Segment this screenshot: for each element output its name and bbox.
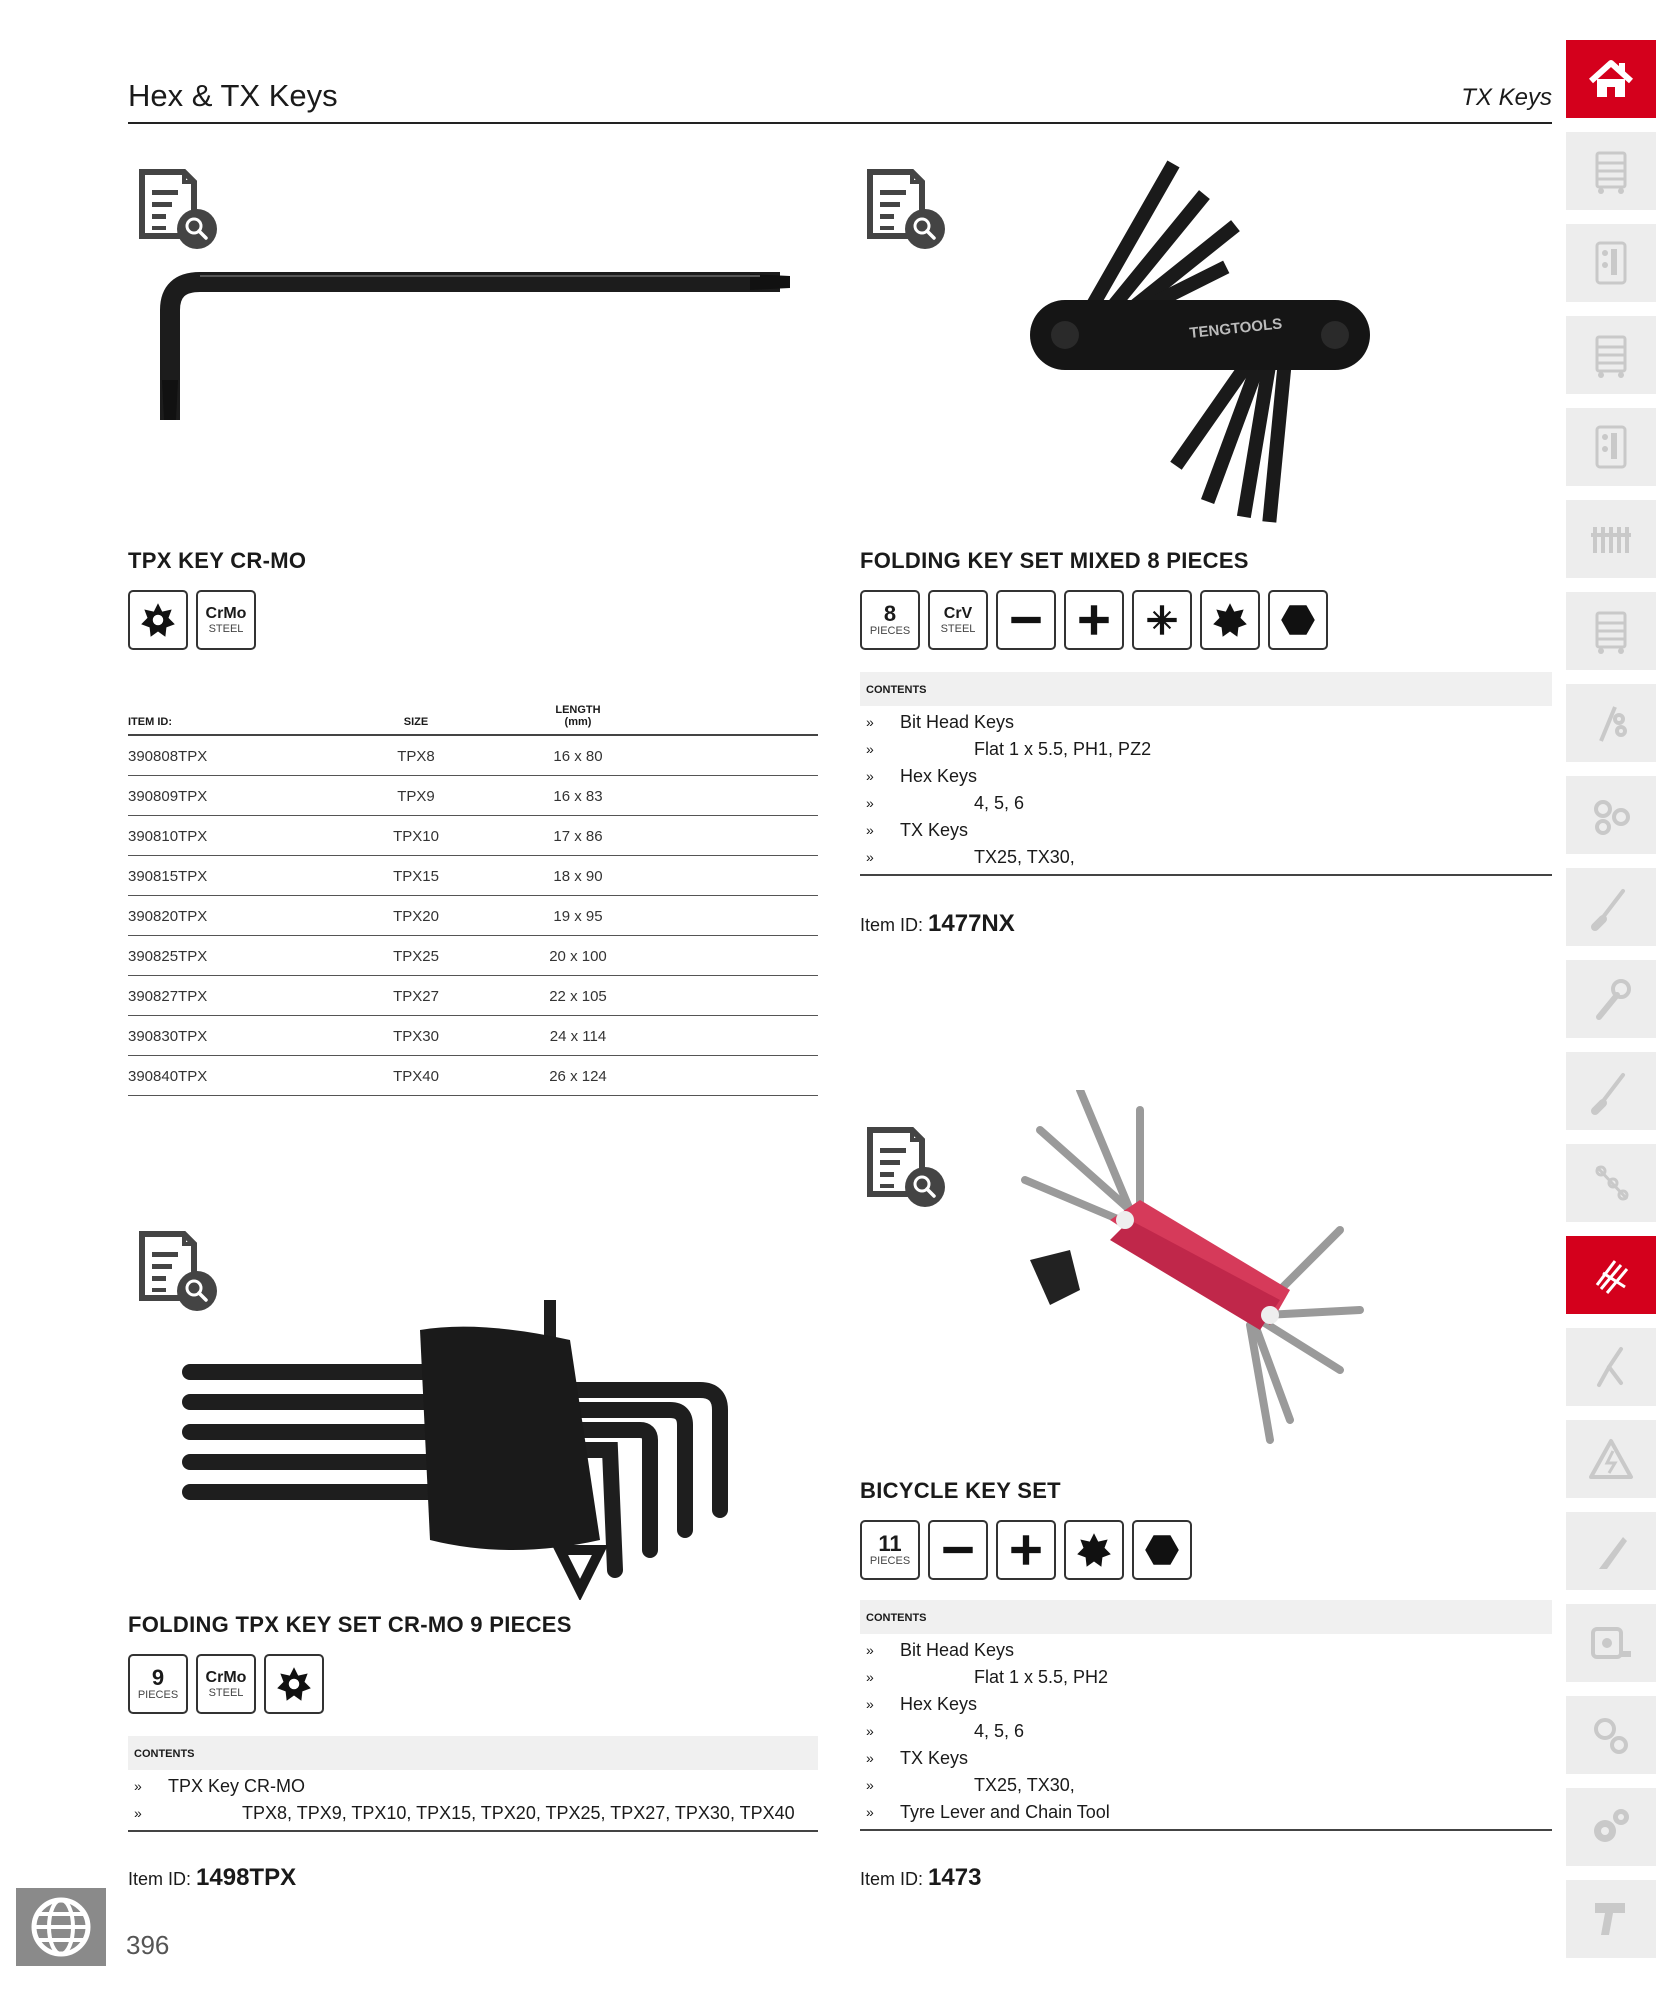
drill-icon (1585, 1893, 1637, 1945)
table-cell-length: 19 x 95 (553, 908, 603, 925)
product-title: TPX KEY CR-MO (128, 548, 307, 573)
pliers-icon (1585, 1341, 1637, 1393)
sidebar-tab-socket[interactable] (1566, 776, 1656, 854)
list-item (860, 1638, 1552, 1665)
table-row (128, 856, 818, 896)
table-cell-length: 18 x 90 (553, 868, 603, 885)
pozidriv-icon (1141, 599, 1183, 641)
bullet-glyph: » (866, 1750, 874, 1766)
table-cell-size: TPX27 (393, 988, 439, 1005)
table-cell-size: TPX40 (393, 1068, 439, 1085)
list-item (860, 764, 1552, 791)
list-item-detail: Flat 1 x 5.5, PH2 (974, 1667, 1109, 1687)
list-item-detail: 4, 5, 6 (974, 793, 1025, 813)
table-row (128, 816, 818, 856)
document-search-icon[interactable] (862, 166, 952, 256)
sidebar-tab-knife[interactable] (1566, 1512, 1656, 1590)
hex-keys-icon (1585, 1249, 1637, 1301)
table-cell-item: 390808TPX (128, 748, 208, 765)
sidebar-tab-tool-trolley[interactable] (1566, 132, 1656, 210)
sidebar-tab-measuring-tape[interactable] (1566, 1604, 1656, 1682)
table-cell-length: 20 x 100 (549, 948, 607, 965)
list-item (860, 845, 1552, 872)
wrench-icon (1585, 973, 1637, 1025)
list-item-label: Tyre Lever and Chain Tool (900, 1802, 1110, 1822)
tpx-key-image (140, 260, 800, 430)
table-row (128, 1056, 818, 1096)
table-row (128, 776, 818, 816)
contents-list (860, 1600, 1552, 1831)
list-item-detail: TX25, TX30, (974, 847, 1075, 867)
sidebar-tab-tool-trolley[interactable] (1566, 316, 1656, 394)
list-item (860, 737, 1552, 764)
list-item-label: TX Keys (900, 1748, 969, 1768)
folding-tpx-key-set-image (180, 1300, 760, 1600)
list-item (860, 1773, 1552, 1800)
table-cell-size: TPX30 (393, 1028, 439, 1045)
col-size: SIZE (403, 716, 429, 728)
product-title: FOLDING KEY SET MIXED 8 PIECES (860, 548, 1249, 573)
slotted-icon (1005, 599, 1047, 641)
list-item (860, 1692, 1552, 1719)
table-cell-size: TPX8 (397, 748, 435, 765)
sidebar-tab-hex-keys[interactable] (1566, 1236, 1656, 1314)
table-cell-item: 390827TPX (128, 988, 208, 1005)
list-item-label: TPX Key CR-MO (168, 1776, 306, 1796)
bullet-glyph: » (866, 1669, 874, 1685)
sidebar-tab-socket-set[interactable] (1566, 500, 1656, 578)
torx-plus-icon (137, 599, 179, 641)
sidebar-tab-electrical-warning[interactable] (1566, 1420, 1656, 1498)
item-id: Item ID: 1477NX (860, 910, 1015, 937)
folding-key-set-image (1020, 160, 1380, 530)
col-length: LENGTH (mm) (555, 704, 601, 728)
sidebar-tab-tool-tray[interactable] (1566, 408, 1656, 486)
socket-icon (1585, 789, 1637, 841)
material-badge: CrMo STEEL (196, 1654, 256, 1714)
phillips-icon (1073, 599, 1115, 641)
header-divider (128, 122, 1552, 124)
tool-tray-icon (1585, 421, 1637, 473)
table-cell-size: TPX9 (397, 788, 435, 805)
bullet-glyph: » (866, 1777, 874, 1793)
table-cell-item: 390830TPX (128, 1028, 208, 1045)
list-item-detail: TX25, TX30, (974, 1775, 1075, 1795)
bullet-glyph: » (866, 1696, 874, 1712)
list-item (860, 1665, 1552, 1692)
torx-plus-badge (128, 590, 188, 650)
pieces-badge: 9 PIECES (128, 1654, 188, 1714)
list-item (860, 1719, 1552, 1746)
slotted-icon (937, 1529, 979, 1571)
table-cell-item: 390840TPX (128, 1068, 208, 1085)
slotted-badge (996, 590, 1056, 650)
bullet-glyph: » (866, 822, 874, 838)
torx-plus-icon (273, 1663, 315, 1705)
hex-icon (1141, 1529, 1183, 1571)
document-search-icon[interactable] (134, 166, 224, 256)
feature-badges (860, 590, 1328, 650)
contents-divider (860, 874, 1552, 876)
item-id: Item ID: 1473 (860, 1864, 982, 1891)
bits-icon (1585, 1157, 1637, 1209)
pieces-badge: 11 PIECES (860, 1520, 920, 1580)
category-sidebar (1566, 40, 1656, 1972)
product-title: FOLDING TPX KEY SET CR-MO 9 PIECES (128, 1612, 572, 1637)
tool-trolley-icon (1585, 605, 1637, 657)
table-row (128, 936, 818, 976)
product-title: BICYCLE KEY SET (860, 1478, 1061, 1503)
list-item-label: Bit Head Keys (900, 712, 1015, 732)
pozidriv-badge (1132, 590, 1192, 650)
spec-table (128, 692, 818, 1096)
home-icon (1585, 53, 1637, 105)
bullet-glyph: » (866, 768, 874, 784)
table-cell-length: 16 x 80 (553, 748, 603, 765)
sidebar-tab-chain-gears[interactable] (1566, 1696, 1656, 1774)
torx-badge (1200, 590, 1260, 650)
slotted-badge (928, 1520, 988, 1580)
contents-divider (860, 1829, 1552, 1831)
sidebar-tab-screwdriver[interactable] (1566, 868, 1656, 946)
spanner-set-icon (1585, 697, 1637, 749)
list-item (860, 818, 1552, 845)
page-number: 396 (126, 1930, 170, 1960)
section-title: TX Keys (1461, 84, 1552, 111)
bullet-glyph: » (866, 795, 874, 811)
bullet-glyph: » (866, 1642, 874, 1658)
table-cell-size: TPX15 (393, 868, 439, 885)
tool-trolley-icon (1585, 145, 1637, 197)
item-id: Item ID: 1498TPX (128, 1864, 297, 1891)
contents-list (128, 1736, 818, 1832)
sidebar-tab-tool-tray[interactable] (1566, 224, 1656, 302)
table-cell-item: 390810TPX (128, 828, 208, 845)
list-item-label: Hex Keys (900, 766, 978, 786)
table-cell-item: 390809TPX (128, 788, 208, 805)
sidebar-tab-wrench[interactable] (1566, 960, 1656, 1038)
list-item (128, 1801, 818, 1828)
bullet-glyph: » (134, 1805, 142, 1821)
sidebar-tab-spanner-set[interactable] (1566, 684, 1656, 762)
hex-badge (1268, 590, 1328, 650)
list-item-label: Bit Head Keys (900, 1640, 1015, 1660)
document-search-icon[interactable] (862, 1124, 952, 1214)
material-badge: CrV STEEL (928, 590, 988, 650)
bicycle-key-set-image (1020, 1090, 1380, 1450)
torx-plus-badge (264, 1654, 324, 1714)
torx-badge (1064, 1520, 1124, 1580)
list-item (860, 1746, 1552, 1773)
sidebar-tab-home[interactable] (1566, 40, 1656, 118)
sidebar-tab-screwdriver[interactable] (1566, 1052, 1656, 1130)
torx-icon (1073, 1529, 1115, 1571)
table-cell-length: 26 x 124 (549, 1068, 607, 1085)
bullet-glyph: » (134, 1778, 142, 1794)
table-row (128, 1016, 818, 1056)
phillips-icon (1005, 1529, 1047, 1571)
bullet-glyph: » (866, 714, 874, 730)
screwdriver-icon (1585, 881, 1637, 933)
electrical-warning-icon (1585, 1433, 1637, 1485)
table-cell-length: 24 x 114 (549, 1028, 607, 1045)
phillips-badge (1064, 590, 1124, 650)
chain-gears-icon (1585, 1709, 1637, 1761)
table-header (128, 692, 818, 736)
list-item (860, 791, 1552, 818)
contents-divider (128, 1830, 818, 1832)
sidebar-tab-gears[interactable] (1566, 1788, 1656, 1866)
contents-heading: CONTENTS (860, 1600, 1552, 1634)
col-item-id: ITEM ID: (128, 716, 172, 728)
bullet-glyph: » (866, 849, 874, 865)
bullet-glyph: » (866, 741, 874, 757)
contents-heading: CONTENTS (128, 1736, 818, 1770)
list-item-label: Hex Keys (900, 1694, 978, 1714)
measuring-tape-icon (1585, 1617, 1637, 1669)
screwdriver-icon (1585, 1065, 1637, 1117)
list-item (860, 710, 1552, 737)
sidebar-tab-bits[interactable] (1566, 1144, 1656, 1222)
gears-icon (1585, 1801, 1637, 1853)
table-cell-size: TPX10 (393, 828, 439, 845)
page-title: Hex & TX Keys (128, 78, 338, 113)
contents-list (860, 672, 1552, 876)
torx-icon (1209, 599, 1251, 641)
table-cell-item: 390820TPX (128, 908, 208, 925)
sidebar-tab-pliers[interactable] (1566, 1328, 1656, 1406)
tool-trolley-icon (1585, 329, 1637, 381)
list-item (860, 1800, 1552, 1827)
sidebar-tab-drill[interactable] (1566, 1880, 1656, 1958)
bullet-glyph: » (866, 1723, 874, 1739)
phillips-badge (996, 1520, 1056, 1580)
feature-badges (128, 1654, 324, 1714)
globe-icon[interactable] (16, 1888, 106, 1966)
contents-heading: CONTENTS (860, 672, 1552, 706)
socket-set-icon (1585, 513, 1637, 565)
table-cell-length: 17 x 86 (553, 828, 603, 845)
list-item-label: TX Keys (900, 820, 969, 840)
sidebar-tab-tool-trolley[interactable] (1566, 592, 1656, 670)
tool-tray-icon (1585, 237, 1637, 289)
hex-badge (1132, 1520, 1192, 1580)
list-item (128, 1774, 818, 1801)
table-cell-length: 22 x 105 (549, 988, 607, 1005)
table-row (128, 976, 818, 1016)
hex-icon (1277, 599, 1319, 641)
table-cell-length: 16 x 83 (553, 788, 603, 805)
table-cell-size: TPX20 (393, 908, 439, 925)
feature-badges (860, 1520, 1192, 1580)
brand-logo: TENGTOOLS (1188, 315, 1283, 342)
material-badge: CrMo STEEL (196, 590, 256, 650)
table-cell-size: TPX25 (393, 948, 439, 965)
pieces-badge: 8 PIECES (860, 590, 920, 650)
table-cell-item: 390825TPX (128, 948, 208, 965)
list-item-detail: TPX8, TPX9, TPX10, TPX15, TPX20, TPX25, TPX27, TPX30, TPX40 (242, 1803, 795, 1823)
bullet-glyph: » (866, 1804, 874, 1820)
feature-badges (128, 590, 256, 650)
list-item-detail: 4, 5, 6 (974, 1721, 1025, 1741)
table-row (128, 736, 818, 776)
list-item-detail: Flat 1 x 5.5, PH1, PZ2 (974, 739, 1152, 759)
table-row (128, 896, 818, 936)
table-cell-item: 390815TPX (128, 868, 208, 885)
knife-icon (1585, 1525, 1637, 1577)
